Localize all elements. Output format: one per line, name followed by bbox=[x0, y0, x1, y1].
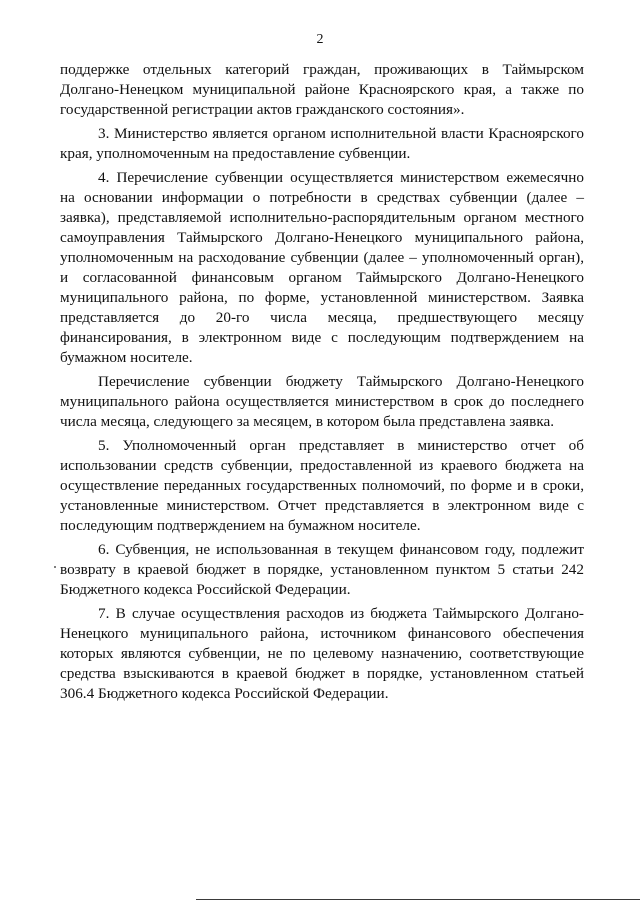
paragraph-item-3: 3. Министерство является органом исполнительной власти Красноярского края, уполномоченным на предоставление субвенции. bbox=[60, 125, 584, 162]
paragraph-item-6: 6. Субвенция, не использованная в текущем финансовом году, подлежит возврату в краевой бюджет в порядке, установленном пунктом 5 статьи 242 Бюджетного кодекса Российской Федерации. bbox=[60, 541, 584, 598]
paragraph-continuation: поддержке отдельных категорий граждан, проживающих в Таймырском Долгано-Ненецком муниципальной районе Красноярского края, а также по государственной регистрации актов гражданского состояния». bbox=[60, 61, 584, 118]
bottom-edge-line bbox=[196, 899, 640, 900]
paragraph-item-5: 5. Уполномоченный орган представляет в министерство отчет об использовании средств субвенции, предоставленной из краевого бюджета на осуществление переданных государственных полномочий, по форме и в сроки, установленные министерством. Отчет представляется в электронном виде с последующим подтверждением на бумажном носителе. bbox=[60, 437, 584, 534]
document-body bbox=[60, 60, 584, 708]
paragraph-item-7: 7. В случае осуществления расходов из бюджета Таймырского Долгано-Ненецкого муниципального района, источником финансового обеспечения которых являются субвенции, не по целевому назначению, соответствующие средства взыскиваются в краевой бюджет в порядке, установленном статьей 306.4 Бюджетного кодекса Российской Федерации. bbox=[60, 605, 584, 702]
scan-speck bbox=[54, 566, 56, 568]
page-number: 2 bbox=[316, 32, 324, 47]
paragraph-item-4-transfer: Перечисление субвенции бюджету Таймырского Долгано-Ненецкого муниципального района осуществляется министерством в срок до последнего числа месяца, следующего за месяцем, в котором была представлена заявка. bbox=[60, 373, 584, 430]
paragraph-item-4: 4. Перечисление субвенции осуществляется министерством ежемесячно на основании информации о потребности в средствах субвенции (далее – заявка), представляемой исполнительно-распорядительным органом местного самоуправления Таймырского Долгано-Ненецкого муниципального района, уполномоченным на расходование субвенции (далее – уполномоченный орган), и согласованной финансовым органом Таймырского Долгано-Ненецкого муниципального района, по форме, установленной министерством. Заявка представляется до 20-го числа месяца, предшествующего месяцу финансирования, в электронном виде с последующим подтверждением на бумажном носителе. bbox=[60, 169, 584, 366]
